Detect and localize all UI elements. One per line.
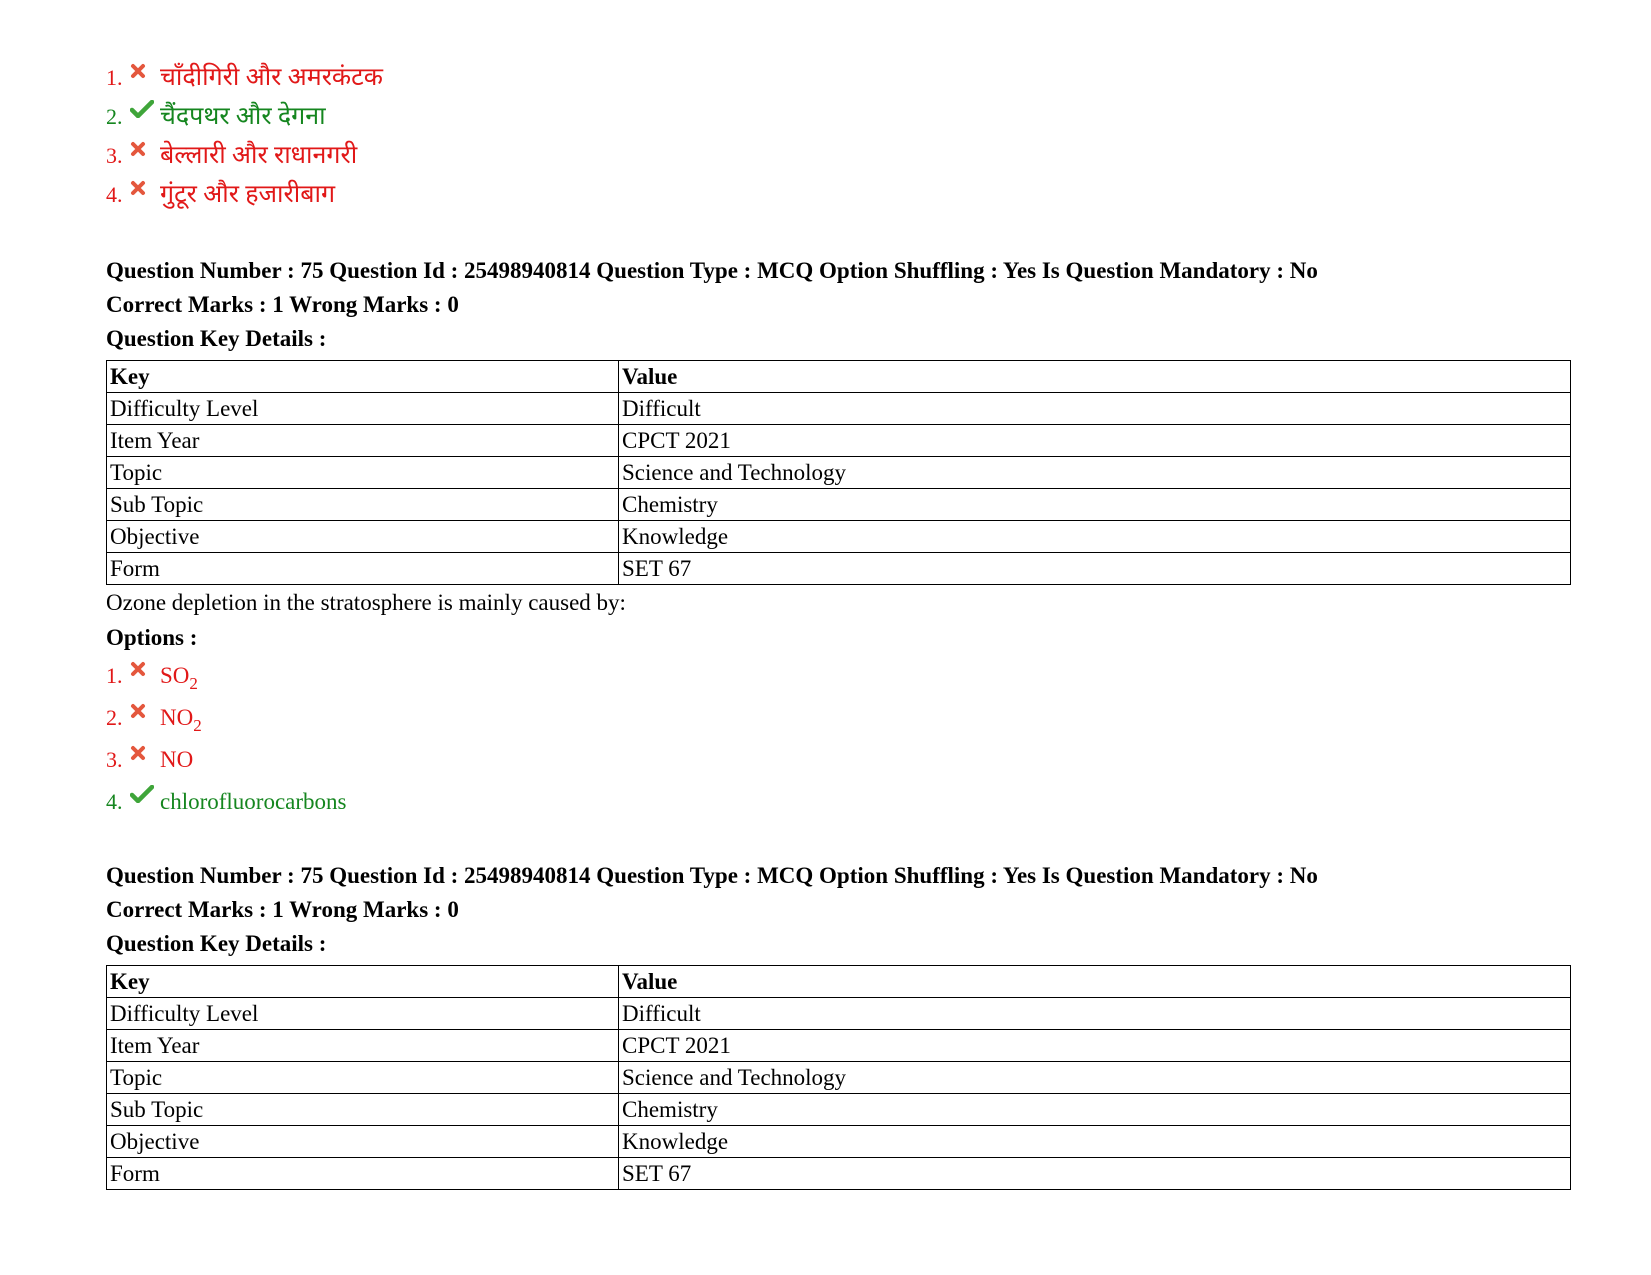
table-header-row xyxy=(107,361,1571,393)
table-cell-value: Chemistry xyxy=(619,1094,1571,1126)
cross-icon xyxy=(130,661,160,677)
option-text: chlorofluorocarbons xyxy=(160,789,347,814)
table-cell-key: Topic xyxy=(107,1062,619,1094)
table-cell-value: Difficult xyxy=(619,998,1571,1030)
option-item xyxy=(106,739,1571,781)
table-row xyxy=(107,457,1571,489)
table-cell-key: Difficulty Level xyxy=(107,998,619,1030)
option-subscript: 2 xyxy=(193,716,202,735)
marks-line: Correct Marks : 1 Wrong Marks : 0 xyxy=(106,292,459,317)
table-cell-value: SET 67 xyxy=(619,1158,1571,1190)
table-cell-value: Science and Technology xyxy=(619,1062,1571,1094)
table-cell-key: Objective xyxy=(107,521,619,553)
question-text: Ozone depletion in the stratosphere is mainly caused by: xyxy=(106,590,626,615)
option-number: 1. xyxy=(106,663,123,688)
option-number: 1. xyxy=(106,65,123,90)
option-item xyxy=(106,136,1571,175)
question-header: Question Number : 75 Question Id : 25498940814 Question Type : MCQ Option Shuffling : Yes Is Question Mandatory : No xyxy=(106,863,1318,888)
option-item xyxy=(106,58,1571,97)
options-label: Options : xyxy=(106,625,198,650)
option-subscript: 2 xyxy=(189,674,198,693)
table-cell-key: Sub Topic xyxy=(107,1094,619,1126)
option-text: चाँदीगिरी और अमरकंटक xyxy=(160,64,383,91)
table-cell-key: Topic xyxy=(107,457,619,489)
option-number: 4. xyxy=(106,182,123,207)
table-header-value: Value xyxy=(619,361,1571,393)
table-row xyxy=(107,521,1571,553)
table-row xyxy=(107,998,1571,1030)
table-cell-value: SET 67 xyxy=(619,553,1571,585)
table-cell-value: Chemistry xyxy=(619,489,1571,521)
table-header-row xyxy=(107,966,1571,998)
table-cell-value: CPCT 2021 xyxy=(619,425,1571,457)
table-cell-value: Difficult xyxy=(619,393,1571,425)
marks-line: Correct Marks : 1 Wrong Marks : 0 xyxy=(106,897,459,922)
key-details-label: Question Key Details : xyxy=(106,326,327,351)
key-details-table xyxy=(106,965,1571,1190)
option-number: 2. xyxy=(106,104,123,129)
question-block xyxy=(106,254,1571,823)
question-header: Question Number : 75 Question Id : 25498940814 Question Type : MCQ Option Shuffling : Yes Is Question Mandatory : No xyxy=(106,258,1318,283)
option-number: 3. xyxy=(106,143,123,168)
cross-icon xyxy=(130,141,160,157)
table-row xyxy=(107,1158,1571,1190)
document-page xyxy=(106,58,1571,1190)
key-details-table xyxy=(106,360,1571,585)
table-cell-key: Item Year xyxy=(107,1030,619,1062)
option-text: गुंटूर और हजारीबाग xyxy=(160,181,336,208)
table-row xyxy=(107,393,1571,425)
table-row xyxy=(107,425,1571,457)
cross-icon xyxy=(130,703,160,719)
table-row xyxy=(107,1030,1571,1062)
table-row xyxy=(107,553,1571,585)
question-options xyxy=(106,655,1571,823)
previous-question-options xyxy=(106,58,1571,214)
question-block xyxy=(106,859,1571,1190)
option-item xyxy=(106,655,1571,697)
option-text: NO xyxy=(160,747,194,772)
key-details-label: Question Key Details : xyxy=(106,931,327,956)
table-row xyxy=(107,1126,1571,1158)
cross-icon xyxy=(130,745,160,761)
table-cell-value: CPCT 2021 xyxy=(619,1030,1571,1062)
table-row xyxy=(107,1094,1571,1126)
table-cell-value: Science and Technology xyxy=(619,457,1571,489)
option-formula: SO xyxy=(160,663,190,688)
check-icon xyxy=(130,100,160,118)
option-number: 2. xyxy=(106,705,123,730)
cross-icon xyxy=(130,180,160,196)
table-cell-value: Knowledge xyxy=(619,521,1571,553)
cross-icon xyxy=(130,63,160,79)
table-header-value: Value xyxy=(619,966,1571,998)
option-number: 4. xyxy=(106,789,123,814)
table-cell-key: Difficulty Level xyxy=(107,393,619,425)
table-row xyxy=(107,1062,1571,1094)
table-header-key: Key xyxy=(107,361,619,393)
table-cell-key: Form xyxy=(107,553,619,585)
option-text: बेल्लारी और राधानगरी xyxy=(160,142,358,169)
table-row xyxy=(107,489,1571,521)
option-formula: NO xyxy=(160,705,194,730)
table-cell-key: Form xyxy=(107,1158,619,1190)
check-icon xyxy=(130,785,160,803)
option-item xyxy=(106,697,1571,739)
option-item xyxy=(106,97,1571,136)
option-item xyxy=(106,781,1571,823)
table-cell-key: Objective xyxy=(107,1126,619,1158)
table-cell-key: Item Year xyxy=(107,425,619,457)
option-item xyxy=(106,175,1571,214)
option-text: चैंदपथर और देगना xyxy=(160,103,326,130)
table-cell-value: Knowledge xyxy=(619,1126,1571,1158)
table-header-key: Key xyxy=(107,966,619,998)
table-cell-key: Sub Topic xyxy=(107,489,619,521)
option-number: 3. xyxy=(106,747,123,772)
